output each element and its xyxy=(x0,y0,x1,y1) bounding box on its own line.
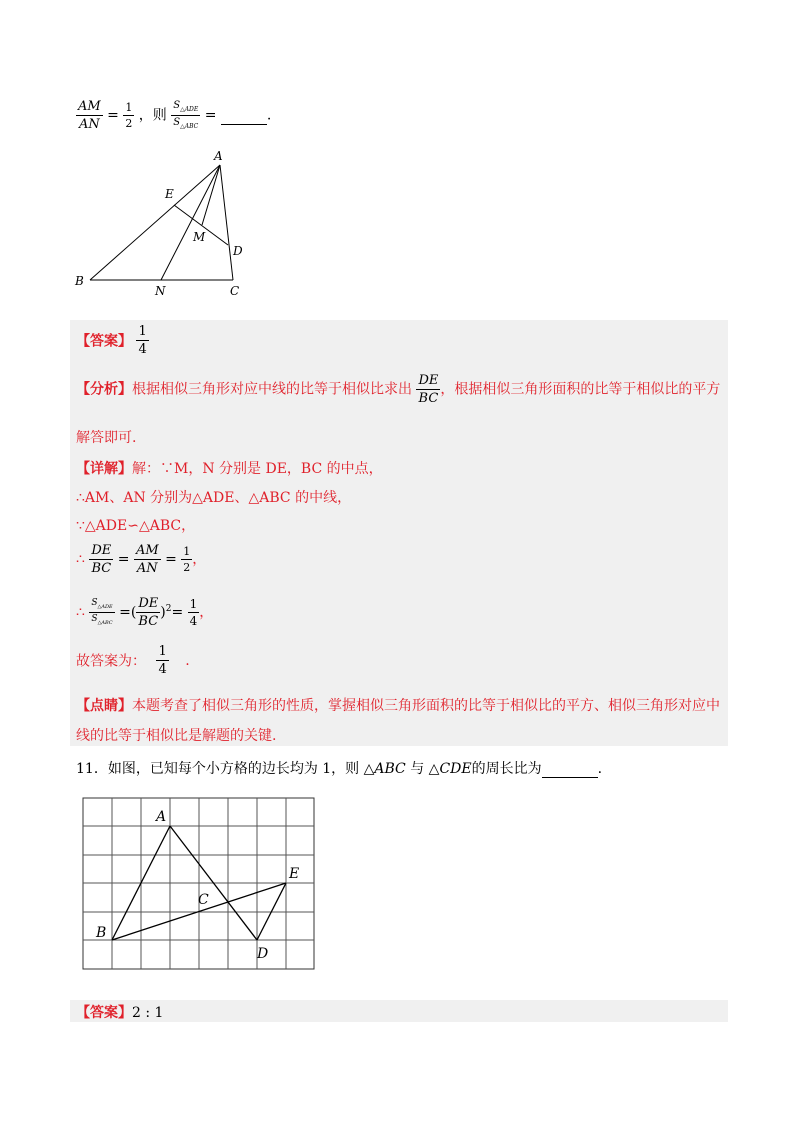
segment-ac xyxy=(220,165,233,280)
square-exponent: 2 xyxy=(165,603,172,614)
answer-tag: 【答案】 xyxy=(76,333,132,350)
analysis-line-2 xyxy=(76,427,136,447)
frac-num: AM xyxy=(135,543,159,558)
half-fraction xyxy=(123,102,134,129)
frac-num: 1 xyxy=(183,545,191,558)
label-m: M xyxy=(193,230,206,244)
equals-sign: = xyxy=(107,107,119,124)
label-e: E xyxy=(165,187,174,201)
area-subscript: △ABC xyxy=(97,619,113,626)
de-bc-fraction xyxy=(89,544,113,575)
equals-sign: = xyxy=(165,551,177,568)
comment-text: 本题考查了相似三角形的性质，掌握相似三角形面积的比等于相似比的平方、相似三角形对应中 xyxy=(132,698,720,714)
quarter-fraction xyxy=(188,598,200,627)
detail-line-5 xyxy=(76,597,213,628)
area-subscript: △ADE xyxy=(97,604,113,610)
detail-tag: 【详解】 xyxy=(76,461,132,477)
area-ratio-fraction xyxy=(89,599,114,626)
open-paren: ( xyxy=(130,604,137,621)
am-an-fraction xyxy=(76,100,103,131)
answer-value: 2 : 1 xyxy=(132,1005,164,1021)
frac-den: 4 xyxy=(189,614,198,628)
am-an-fraction xyxy=(134,544,161,575)
equals-sign: = xyxy=(204,107,217,124)
equals-sign: = xyxy=(119,604,131,621)
comma: ， xyxy=(192,551,207,568)
detail-text: ∴AM、AN 分别为△ADE、△ABC 的中线， xyxy=(76,490,352,506)
answer-line xyxy=(76,325,149,356)
label-c: C xyxy=(198,892,209,908)
answer-fraction xyxy=(136,325,148,356)
label-d: D xyxy=(233,244,243,258)
frac-den: BC xyxy=(418,391,439,406)
detail-line-1 xyxy=(76,458,383,478)
de-bc-fraction xyxy=(136,597,160,628)
label-n: N xyxy=(155,284,166,298)
answer2-panel xyxy=(70,1000,728,1022)
area-symbol: S xyxy=(173,100,181,111)
close-paren: ) xyxy=(160,604,166,621)
comment-text: 线的比等于相似比是解题的关键. xyxy=(76,728,277,744)
label-b: B xyxy=(75,274,84,288)
segment-an xyxy=(161,165,220,280)
area-symbol: S xyxy=(173,117,181,128)
answer-tag: 【答案】 xyxy=(76,1005,132,1021)
period: . xyxy=(597,761,603,777)
area-subscript: △ADE xyxy=(180,106,199,113)
label-e: E xyxy=(289,866,300,882)
label-c: C xyxy=(230,284,240,298)
detail-line-3 xyxy=(76,515,195,535)
analysis-tag: 【分析】 xyxy=(76,381,132,398)
area-symbol: S xyxy=(91,598,98,609)
triangle-abc-label: △ABC xyxy=(363,761,406,777)
analysis-text: ，根据相似三角形面积的比等于相似比的平方 xyxy=(440,381,721,398)
frac-den: 2 xyxy=(183,561,191,574)
final-fraction xyxy=(156,645,168,676)
frac-num: DE xyxy=(138,596,159,611)
comment-line-1 xyxy=(76,695,720,715)
label-b: B xyxy=(96,925,107,941)
half-fraction xyxy=(181,546,192,573)
therefore-symbol: ∴ xyxy=(76,551,85,568)
conjunction-text: ，则 xyxy=(138,107,167,124)
triangle-abc-figure xyxy=(70,145,260,300)
area-subscript: △ABC xyxy=(180,123,199,130)
answer-blank xyxy=(542,761,598,778)
question-text: 的周长比为 xyxy=(471,761,542,777)
frac-den: 4 xyxy=(138,342,147,357)
frac-num: DE xyxy=(418,373,439,388)
comment-line-2 xyxy=(76,725,276,745)
final-answer-text: 故答案为： xyxy=(76,653,146,670)
frac-den: 4 xyxy=(158,662,167,677)
frac-num: 1 xyxy=(189,597,198,611)
frac-den: BC xyxy=(91,561,112,576)
answer2-line xyxy=(76,1002,163,1022)
segment-ab xyxy=(90,165,220,280)
triangle-cde-label: △CDE xyxy=(428,761,472,777)
de-bc-fraction xyxy=(416,374,440,405)
equals-sign: = xyxy=(117,551,130,568)
analysis-text: 根据相似三角形对应中线的比等于相似比求出 xyxy=(132,381,412,398)
detail-line-4 xyxy=(76,544,206,575)
detail-text: ∵△ADE∽△ABC， xyxy=(76,518,196,534)
area-ratio-fraction xyxy=(171,101,200,130)
period: . xyxy=(266,107,272,124)
grid-figure xyxy=(82,797,318,975)
frac-den: AN xyxy=(136,561,158,576)
period: . xyxy=(185,652,190,669)
label-d: D xyxy=(257,946,269,962)
label-a: A xyxy=(156,809,167,825)
answer-blank xyxy=(221,108,267,125)
frac-den: 2 xyxy=(125,117,133,130)
grid-lines xyxy=(83,798,314,969)
detail-final-line xyxy=(76,645,190,676)
frac-den: BC xyxy=(138,614,159,629)
q10-condition xyxy=(76,100,271,131)
detail-text: 解：∵M，N 分别是 DE，BC 的中点， xyxy=(132,461,383,477)
equals-sign: = xyxy=(171,604,184,621)
frac-den: AN xyxy=(78,117,100,132)
frac-num: 1 xyxy=(158,644,167,659)
comment-tag: 【点睛】 xyxy=(76,698,132,714)
frac-num: 1 xyxy=(125,101,133,114)
frac-num: 1 xyxy=(138,324,147,339)
area-symbol: S xyxy=(91,614,98,624)
label-a: A xyxy=(214,149,223,163)
frac-num: AM xyxy=(78,99,101,114)
conjunction-text: 与 xyxy=(410,761,425,777)
q11-question xyxy=(76,758,602,778)
therefore-symbol: ∴ xyxy=(76,604,85,621)
analysis-text: 解答即可. xyxy=(76,430,137,446)
detail-line-2 xyxy=(76,487,351,507)
comma: ， xyxy=(199,604,214,621)
question-text: 11．如图，已知每个小方格的边长均为 1，则 xyxy=(76,761,360,777)
analysis-line-1 xyxy=(76,374,720,405)
frac-num: DE xyxy=(91,543,112,558)
